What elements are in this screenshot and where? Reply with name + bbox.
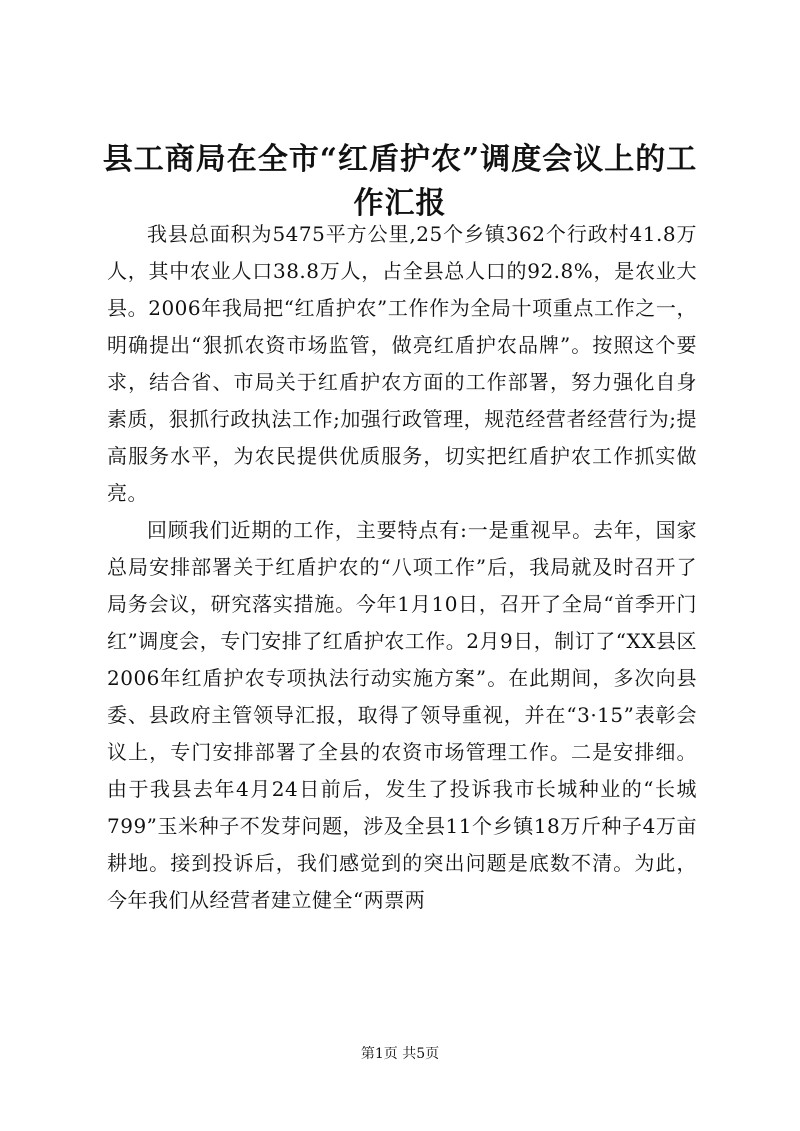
document-title: 县工商局在全市“红盾护农”调度会议上的工作汇报 — [102, 142, 698, 221]
page-number: 第1页 共5页 — [360, 1046, 440, 1062]
document-body — [107, 216, 697, 919]
page-footer — [0, 1044, 800, 1064]
paragraph-2: 回顾我们近期的工作，主要特点有:一是重视早。去年，国家总局安排部署关于红盾护农的“八项工作”后，我局就及时召开了局务会议，研究落实措施。今年1月10日，召开了全局“首季开门红”调度会，专门安排了红盾护农工作。2月9日，制订了“XX县区2006年红盾护农专项执法行动实施方案”。在此期间，多次向县委、县政府主管领导汇报，取得了领导重视，并在“3·15”表彰会议上，专门安排部署了全县的农资市场管理工作。二是安排细。由于我县去年4月24日前后，发生了投诉我市长城种业的“长城799”玉米种子不发芽问题，涉及全县11个乡镇18万斤种子4万亩耕地。接到投诉后，我们感觉到的突出问题是底数不清。为此，今年我们从经营者建立健全“两票两 — [107, 518, 697, 912]
paragraph-1: 我县总面积为5475平方公里,25个乡镇362个行政村41.8万人，其中农业人口38.8万人，占全县总人口的92.8%，是农业大县。2006年我局把“红盾护农”工作作为全局十项重点工作之一，明确提出“狠抓农资市场监管，做亮红盾护农品牌”。按照这个要求，结合省、市局关于红盾护农方面的工作部署，努力强化自身素质，狠抓行政执法工作;加强行政管理，规范经营者经营行为;提高服务水平，为农民提供优质服务，切实把红盾护农工作抓实做亮。 — [107, 222, 697, 505]
